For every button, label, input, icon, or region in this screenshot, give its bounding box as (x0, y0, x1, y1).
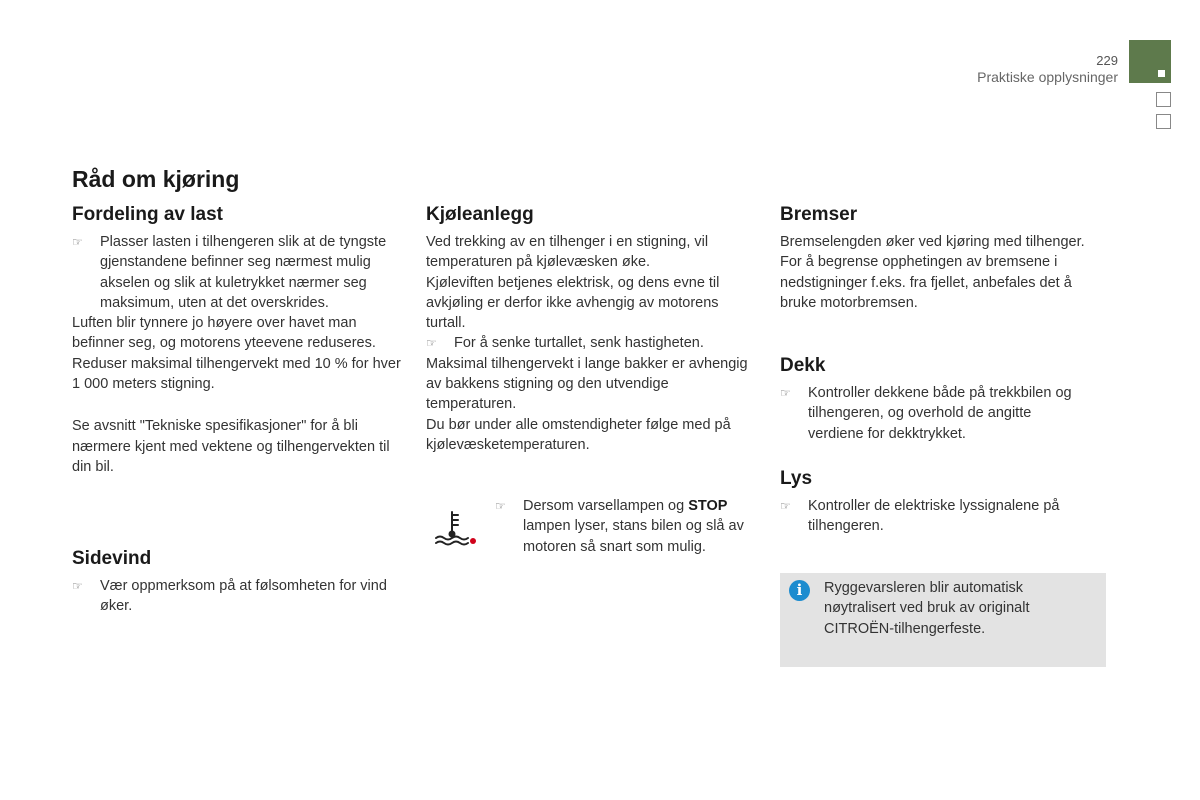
heading-crosswind: Sidevind (72, 548, 152, 569)
bullet-item: ☞ Kontroller dekkene både på trekkbilen og tilhengeren, og overhold de angitte verdiene for dekktrykket. (780, 385, 1072, 442)
hand-pointer-icon: ☞ (72, 235, 83, 249)
tab-marker-icon (1158, 70, 1165, 77)
section-name: Praktiske opplysninger (977, 69, 1118, 85)
paragraph: Luften blir tynnere jo høyere over havet man befinner seg, og motorens yteevene reduseres. Reduser maksimal tilhengervekt med 10 % for hver 1 000 meters stigning. (72, 315, 401, 393)
paragraph: Bremselengden øker ved kjøring med tilhenger. For å begrense opphetingen av bremsene i nedstigninger f.eks. fra fjellet, anbefales det å bruke motorbremsen. (780, 234, 1085, 311)
heading-cooling-system: Kjøleanlegg (426, 204, 534, 225)
stop-label: STOP (688, 498, 728, 514)
hand-pointer-icon: ☞ (780, 386, 791, 400)
chapter-tab[interactable] (1156, 114, 1171, 129)
bullet-item: ☞ Plasser lasten i tilhengeren slik at de tyngste gjenstandene befinner seg nærmest mulig akselen og slik at kuletrykket nærmer seg maksimum, uten at det overskrides. (72, 234, 387, 311)
paragraph: Maksimal tilhengervekt i lange bakker er avhengig av bakkens stigning og den utvendige temperaturen. (426, 355, 748, 413)
hand-pointer-icon: ☞ (426, 336, 437, 351)
load-section (72, 232, 402, 477)
info-icon: i (789, 580, 810, 601)
heading-tyres: Dekk (780, 355, 826, 376)
paragraph: Du bør under alle omstendigheter følge med på kjølevæsketemperaturen. (426, 416, 731, 453)
hand-pointer-icon: ☞ (495, 499, 506, 513)
chapter-tab-active[interactable] (1129, 40, 1171, 83)
cooling-section (426, 232, 756, 455)
info-text: Ryggevarsleren blir automatisk nøytralisert ved bruk av originalt CITROËN-tilhengerfeste. (824, 580, 1030, 637)
paragraph: Kjøleviften betjenes elektrisk, og dens evne til avkjøling er derfor ikke avhengig av motorens turtall. (426, 274, 720, 332)
coolant-warning (495, 496, 753, 557)
hand-pointer-icon: ☞ (780, 499, 791, 513)
page-number: 229 (1096, 53, 1118, 68)
heading-brakes: Bremser (780, 204, 858, 225)
lights-section (780, 496, 1090, 537)
page-title: Råd om kjøring (72, 166, 240, 192)
heading-load-distribution: Fordeling av last (72, 204, 223, 225)
heading-lights: Lys (780, 468, 813, 489)
crosswind-section (72, 576, 402, 617)
bullet-item: ☞ For å senke turtallet, senk hastigheten. (426, 333, 756, 353)
coolant-temperature-icon (432, 508, 480, 548)
paragraph: Se avsnitt "Tekniske spesifikasjoner" for å bli nærmere kjent med vektene og tilhengervekten til din bil. (72, 418, 390, 475)
bullet-item: ☞ Dersom varsellampen og STOP lampen lyser, stans bilen og slå av motoren så snart som mulig. (495, 498, 744, 555)
chapter-tab[interactable] (1156, 92, 1171, 107)
bullet-item: ☞ Vær oppmerksom på at følsomheten for vind øker. (72, 578, 387, 615)
bullet-item: ☞ Kontroller de elektriske lyssignalene på tilhengeren. (780, 498, 1060, 535)
paragraph: Ved trekking av en tilhenger i en stigning, vil temperaturen på kjølevæsken øke. (426, 234, 709, 271)
hand-pointer-icon: ☞ (72, 579, 83, 593)
brakes-section (780, 232, 1110, 313)
tyres-section (780, 383, 1080, 444)
